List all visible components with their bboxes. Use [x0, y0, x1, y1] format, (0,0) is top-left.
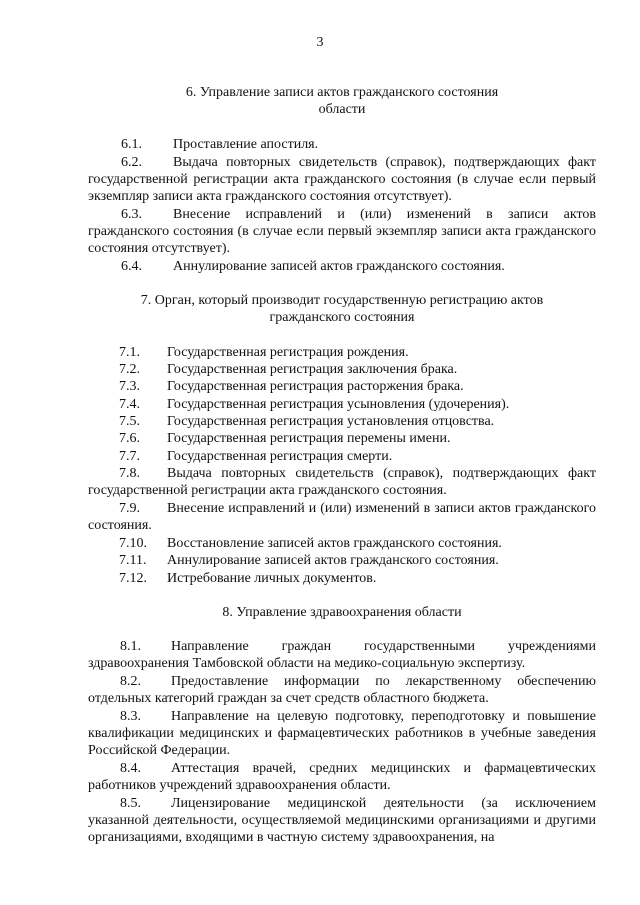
item-text: Государственная регистрация смерти. — [167, 449, 393, 464]
list-item-7-11 — [88, 552, 596, 569]
list-item-7-7 — [88, 448, 596, 465]
item-text: Внесение исправлений и (или) изменений в записи актов гражданского состояния. — [88, 501, 596, 533]
item-number: 6.1. — [121, 137, 142, 152]
item-number: 7.3. — [119, 379, 140, 394]
item-number: 7.7. — [119, 449, 140, 464]
item-number: 7.8. — [119, 466, 140, 481]
item-number: 7.1. — [119, 345, 140, 360]
list-item-7-5 — [88, 413, 596, 430]
section-6-heading-line2: области — [318, 102, 366, 117]
item-text: Лицензирование медицинской деятельности (за исключением указанной деятельности, осуществляемой медицинскими организациями и другими организациями, входящими в частную систему здравоохранения, на — [88, 796, 596, 845]
list-item-8-1 — [88, 638, 596, 672]
list-item-7-12 — [88, 570, 596, 587]
item-text: Аннулирование записей актов гражданского состояния. — [173, 259, 505, 274]
list-item-8-3 — [88, 708, 596, 759]
item-number: 8.2. — [120, 674, 141, 689]
item-text: Аттестация врачей, средних медицинских и фармацевтических работников учреждений здравоохранения области. — [88, 761, 596, 793]
item-number: 7.10. — [119, 536, 147, 551]
item-number: 8.3. — [120, 709, 141, 724]
list-item-7-8 — [88, 465, 596, 499]
item-text: Государственная регистрация рождения. — [167, 345, 409, 360]
item-text: Выдача повторных свидетельств (справок), подтверждающих факт государственной регистрации акта гражданского состояния (в случае если первый экземпляр записи акта гражданского состояния отсутствует). — [88, 155, 596, 204]
list-item-6-2 — [88, 154, 596, 205]
section-8-heading: 8. Управление здравоохранения области — [222, 605, 462, 620]
list-item-8-4 — [88, 760, 596, 794]
page-number: 3 — [316, 35, 324, 50]
item-text: Государственная регистрация усыновления (удочерения). — [167, 397, 510, 412]
item-text: Государственная регистрация заключения брака. — [167, 362, 458, 377]
item-number: 7.11. — [119, 553, 147, 568]
list-item-8-2 — [88, 673, 596, 707]
item-text: Внесение исправлений и (или) изменений в записи актов гражданского состояния (в случае если первый экземпляр записи акта гражданского состояния отсутствует). — [88, 207, 596, 256]
item-number: 8.1. — [120, 639, 141, 654]
item-number: 6.2. — [121, 155, 142, 170]
item-text: Проставление апостиля. — [173, 137, 319, 152]
item-text: Государственная регистрация установления отцовства. — [167, 414, 495, 429]
list-item-6-4 — [88, 258, 596, 275]
section-7-heading-line2: гражданского состояния — [269, 310, 415, 325]
list-item-8-5 — [88, 795, 596, 846]
list-item-7-4 — [88, 396, 596, 413]
item-text: Восстановление записей актов гражданского состояния. — [167, 536, 502, 551]
item-number: 8.4. — [120, 761, 141, 776]
item-number: 7.5. — [119, 414, 140, 429]
item-text: Истребование личных документов. — [167, 571, 377, 586]
item-number: 7.9. — [119, 501, 140, 516]
item-text: Государственная регистрация расторжения брака. — [167, 379, 464, 394]
item-number: 7.4. — [119, 397, 140, 412]
list-item-7-2 — [88, 361, 596, 378]
item-text: Государственная регистрация перемены имени. — [167, 431, 451, 446]
item-text: Выдача повторных свидетельств (справок), подтверждающих факт государственной регистрации акта гражданского состояния. — [88, 466, 596, 498]
item-number: 7.2. — [119, 362, 140, 377]
section-7-heading: 7. Орган, который производит государственную регистрацию актов — [140, 293, 544, 308]
list-item-7-6 — [88, 430, 596, 447]
list-item-7-10 — [88, 535, 596, 552]
item-text: Предоставление информации по лекарственному обеспечению отдельных категорий граждан за счет средств областного бюджета. — [88, 674, 596, 706]
section-6-heading: 6. Управление записи актов гражданского состояния — [185, 85, 499, 100]
item-text: Направление на целевую подготовку, переподготовку и повышение квалификации медицинских и фармацевтических работников в учебные заведения Российской Федерации. — [88, 709, 596, 758]
item-number: 6.3. — [121, 207, 142, 222]
item-text: Направление граждан государственными учреждениями здравоохранения Тамбовской области на медико-социальную экспертизу. — [88, 639, 596, 671]
item-text: Аннулирование записей актов гражданского состояния. — [167, 553, 499, 568]
item-number: 8.5. — [120, 796, 141, 811]
item-number: 7.12. — [119, 571, 147, 586]
list-item-6-1 — [88, 136, 596, 153]
list-item-7-9 — [88, 500, 596, 534]
list-item-6-3 — [88, 206, 596, 257]
list-item-7-1 — [88, 344, 596, 361]
item-number: 7.6. — [119, 431, 140, 446]
list-item-7-3 — [88, 378, 596, 395]
item-number: 6.4. — [121, 259, 142, 274]
